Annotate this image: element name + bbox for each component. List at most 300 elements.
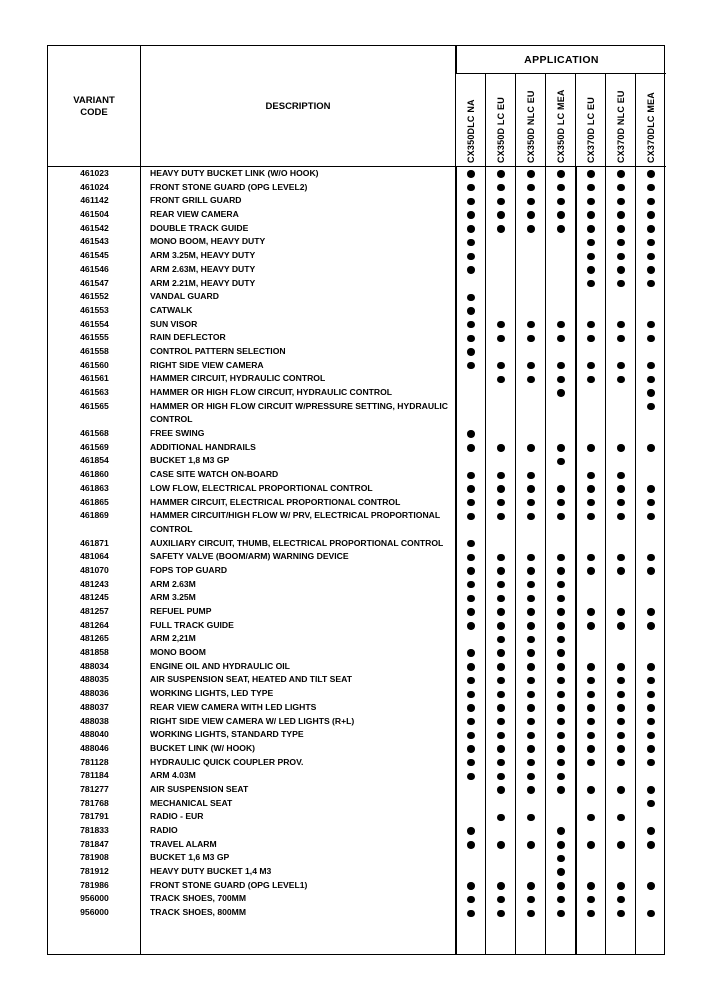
table-row	[48, 715, 666, 729]
availability-dot-icon	[467, 362, 474, 369]
availability-dot-icon	[527, 198, 534, 205]
availability-cell-7	[636, 838, 666, 852]
availability-cell-3	[516, 372, 546, 386]
availability-cell-2	[486, 304, 516, 318]
availability-cell-7	[636, 660, 666, 674]
availability-empty	[617, 307, 624, 314]
table-row	[48, 892, 666, 906]
variant-code-cell: 461504	[80, 209, 109, 220]
availability-cells	[456, 838, 666, 852]
availability-cell-2	[486, 386, 516, 400]
table-row	[48, 851, 666, 865]
availability-dot-icon	[587, 472, 594, 479]
availability-dot-icon	[587, 280, 594, 287]
availability-empty	[527, 800, 534, 807]
availability-dot-icon	[497, 732, 504, 739]
availability-empty	[557, 540, 564, 547]
availability-dot-icon	[527, 595, 534, 602]
availability-dot-icon	[617, 677, 624, 684]
variant-code-cell: 461565	[80, 400, 109, 411]
availability-dot-icon	[497, 554, 504, 561]
availability-dot-icon	[587, 513, 594, 520]
description-cell: ARM 2.63M, HEAVY DUTY	[150, 263, 256, 274]
availability-dot-icon	[497, 499, 504, 506]
availability-dot-icon	[617, 211, 624, 218]
availability-dot-icon	[497, 841, 504, 848]
variant-code-cell: 781791	[80, 811, 109, 822]
availability-dot-icon	[557, 677, 564, 684]
availability-dot-icon	[647, 280, 654, 287]
availability-cell-7	[636, 564, 666, 578]
description-cell: RADIO	[150, 825, 178, 836]
availability-empty	[467, 403, 474, 410]
availability-cell-3	[516, 345, 546, 359]
availability-cell-3	[516, 810, 546, 824]
variant-code-cell: 781184	[80, 770, 109, 781]
model-column-header-label: CX370D NLC EU	[615, 90, 626, 163]
availability-cells	[456, 646, 666, 660]
table-row	[48, 345, 666, 359]
description-cell: ADDITIONAL HANDRAILS	[150, 441, 256, 452]
availability-dot-icon	[467, 732, 474, 739]
availability-cell-7	[636, 715, 666, 729]
variant-code-cell: 461542	[80, 222, 109, 233]
availability-empty	[587, 389, 594, 396]
availability-cell-6	[606, 318, 636, 332]
availability-cell-3	[516, 646, 546, 660]
availability-dot-icon	[647, 376, 654, 383]
availability-dot-icon	[497, 211, 504, 218]
availability-cell-4	[546, 181, 576, 195]
availability-cells	[456, 687, 666, 701]
availability-dot-icon	[467, 348, 474, 355]
model-column-header-label: CX350D NLC EU	[525, 90, 536, 163]
table-row	[48, 372, 666, 386]
table-row	[48, 769, 666, 783]
variant-code-cell: 461560	[80, 359, 109, 370]
availability-cell-4	[546, 400, 576, 427]
availability-empty	[647, 855, 654, 862]
availability-empty	[587, 649, 594, 656]
availability-empty	[497, 403, 504, 410]
availability-dot-icon	[617, 485, 624, 492]
availability-cell-7	[636, 879, 666, 893]
availability-cell-3	[516, 838, 546, 852]
availability-cell-5	[576, 865, 606, 879]
availability-dot-icon	[557, 608, 564, 615]
availability-empty	[587, 403, 594, 410]
table-row	[48, 797, 666, 811]
availability-empty	[617, 540, 624, 547]
availability-cell-1	[456, 496, 486, 510]
availability-empty	[617, 458, 624, 465]
availability-cell-7	[636, 427, 666, 441]
availability-dot-icon	[467, 170, 474, 177]
availability-cell-1	[456, 468, 486, 482]
availability-dot-icon	[467, 649, 474, 656]
availability-cell-2	[486, 660, 516, 674]
availability-cell-7	[636, 578, 666, 592]
variant-code-cell: 461023	[80, 168, 109, 178]
description-cell: VANDAL GUARD	[150, 291, 219, 302]
variant-code-cell: 488038	[80, 715, 109, 726]
availability-cell-4	[546, 756, 576, 770]
availability-cell-2	[486, 824, 516, 838]
availability-cells	[456, 400, 666, 427]
availability-dot-icon	[497, 677, 504, 684]
availability-cell-4	[546, 824, 576, 838]
availability-dot-icon	[617, 198, 624, 205]
availability-cell-5	[576, 660, 606, 674]
availability-cell-2	[486, 208, 516, 222]
table-row	[48, 591, 666, 605]
availability-empty	[557, 814, 564, 821]
availability-dot-icon	[497, 198, 504, 205]
description-cell: TRACK SHOES, 800MM	[150, 907, 246, 918]
availability-cell-4	[546, 851, 576, 865]
variant-code-cell: 488037	[80, 701, 109, 712]
availability-dot-icon	[587, 814, 594, 821]
availability-cell-7	[636, 687, 666, 701]
availability-dot-icon	[497, 472, 504, 479]
availability-empty	[527, 855, 534, 862]
availability-cell-4	[546, 222, 576, 236]
availability-dot-icon	[617, 239, 624, 246]
availability-cell-6	[606, 810, 636, 824]
availability-cell-4	[546, 167, 576, 181]
availability-cell-6	[606, 865, 636, 879]
availability-cell-1	[456, 222, 486, 236]
availability-cell-3	[516, 687, 546, 701]
availability-dot-icon	[467, 581, 474, 588]
availability-cell-7	[636, 441, 666, 455]
availability-cell-2	[486, 879, 516, 893]
variant-code-cell: 781986	[80, 879, 109, 890]
availability-cell-4	[546, 482, 576, 496]
variant-code-cell: 781128	[80, 756, 109, 767]
availability-dot-icon	[647, 225, 654, 232]
variant-code-cell: 488040	[80, 729, 109, 740]
description-cell: HAMMER CIRCUIT/HIGH FLOW W/ PRV, ELECTRICAL PROPORTIONAL CONTROL	[150, 510, 441, 534]
availability-cell-5	[576, 701, 606, 715]
availability-cell-6	[606, 687, 636, 701]
availability-cell-4	[546, 263, 576, 277]
availability-dot-icon	[647, 745, 654, 752]
description-cell: MECHANICAL SEAT	[150, 797, 233, 808]
availability-empty	[527, 827, 534, 834]
availability-cell-5	[576, 318, 606, 332]
availability-cell-5	[576, 564, 606, 578]
availability-cell-3	[516, 304, 546, 318]
availability-dot-icon	[527, 677, 534, 684]
availability-empty	[647, 649, 654, 656]
availability-cell-6	[606, 550, 636, 564]
availability-cell-7	[636, 263, 666, 277]
availability-empty	[467, 458, 474, 465]
description-cell: REFUEL PUMP	[150, 606, 212, 617]
availability-cells	[456, 865, 666, 879]
availability-dot-icon	[467, 485, 474, 492]
availability-dot-icon	[497, 362, 504, 369]
availability-cell-4	[546, 235, 576, 249]
availability-dot-icon	[557, 827, 564, 834]
description-cell: BUCKET 1,8 M3 GP	[150, 455, 230, 466]
availability-dot-icon	[497, 910, 504, 917]
availability-cell-5	[576, 797, 606, 811]
variant-code-cell: 461558	[80, 345, 109, 356]
availability-dot-icon	[587, 499, 594, 506]
availability-dot-icon	[587, 759, 594, 766]
availability-dot-icon	[527, 759, 534, 766]
availability-dot-icon	[557, 389, 564, 396]
availability-empty	[647, 348, 654, 355]
availability-cell-5	[576, 756, 606, 770]
availability-dot-icon	[557, 745, 564, 752]
availability-dot-icon	[587, 704, 594, 711]
description-cell: CASE SITE WATCH ON-BOARD	[150, 469, 279, 480]
availability-cell-6	[606, 509, 636, 536]
availability-cell-7	[636, 865, 666, 879]
availability-cell-7	[636, 906, 666, 920]
table-row	[48, 906, 666, 920]
availability-dot-icon	[497, 636, 504, 643]
availability-dot-icon	[527, 896, 534, 903]
availability-cell-4	[546, 810, 576, 824]
availability-cell-6	[606, 756, 636, 770]
availability-cell-2	[486, 550, 516, 564]
availability-dot-icon	[497, 718, 504, 725]
availability-cell-3	[516, 892, 546, 906]
availability-cell-2	[486, 728, 516, 742]
availability-cells	[456, 783, 666, 797]
availability-cell-6	[606, 564, 636, 578]
availability-cells	[456, 673, 666, 687]
availability-cell-4	[546, 865, 576, 879]
availability-cell-6	[606, 605, 636, 619]
variant-code-cell: 781908	[80, 852, 109, 863]
availability-empty	[587, 581, 594, 588]
availability-dot-icon	[497, 321, 504, 328]
availability-empty	[527, 430, 534, 437]
availability-cell-6	[606, 851, 636, 865]
table-row	[48, 810, 666, 824]
availability-cell-7	[636, 810, 666, 824]
variant-code-cell: 461554	[80, 318, 109, 329]
availability-cell-3	[516, 742, 546, 756]
availability-cell-3	[516, 454, 546, 468]
availability-empty	[617, 636, 624, 643]
availability-cell-1	[456, 660, 486, 674]
availability-dot-icon	[647, 253, 654, 260]
availability-cell-4	[546, 194, 576, 208]
availability-cell-6	[606, 578, 636, 592]
availability-cell-3	[516, 865, 546, 879]
table-row	[48, 441, 666, 455]
availability-dot-icon	[527, 704, 534, 711]
availability-cell-6	[606, 290, 636, 304]
availability-cell-6	[606, 304, 636, 318]
availability-dot-icon	[467, 472, 474, 479]
availability-cells	[456, 235, 666, 249]
table-row	[48, 687, 666, 701]
availability-dot-icon	[497, 814, 504, 821]
availability-dot-icon	[497, 882, 504, 889]
availability-empty	[617, 827, 624, 834]
availability-cell-6	[606, 427, 636, 441]
availability-dot-icon	[587, 622, 594, 629]
table-row	[48, 249, 666, 263]
variant-code-cell: 461563	[80, 387, 109, 397]
availability-cell-4	[546, 906, 576, 920]
availability-cell-2	[486, 797, 516, 811]
availability-cells	[456, 454, 666, 468]
availability-dot-icon	[497, 485, 504, 492]
availability-dot-icon	[557, 649, 564, 656]
availability-empty	[467, 814, 474, 821]
availability-dot-icon	[467, 896, 474, 903]
availability-cell-5	[576, 222, 606, 236]
availability-cell-6	[606, 249, 636, 263]
variant-code-cell: 481858	[80, 647, 109, 658]
availability-dot-icon	[647, 704, 654, 711]
availability-empty	[617, 595, 624, 602]
availability-cell-3	[516, 783, 546, 797]
table-row	[48, 578, 666, 592]
availability-dot-icon	[557, 567, 564, 574]
availability-dot-icon	[647, 554, 654, 561]
availability-cell-5	[576, 235, 606, 249]
availability-dot-icon	[587, 198, 594, 205]
availability-dot-icon	[467, 718, 474, 725]
description-header-label: DESCRIPTION	[265, 101, 331, 112]
availability-cell-7	[636, 277, 666, 291]
availability-empty	[587, 773, 594, 780]
availability-empty	[527, 280, 534, 287]
availability-cell-6	[606, 482, 636, 496]
availability-empty	[467, 786, 474, 793]
variant-code-cell: 461553	[80, 304, 109, 315]
availability-cells	[456, 263, 666, 277]
availability-cell-5	[576, 578, 606, 592]
description-cell: AIR SUSPENSION SEAT	[150, 783, 249, 794]
availability-cell-4	[546, 208, 576, 222]
description-cell: DOUBLE TRACK GUIDE	[150, 222, 249, 233]
availability-cell-7	[636, 673, 666, 687]
availability-cell-1	[456, 537, 486, 551]
availability-cell-6	[606, 632, 636, 646]
availability-cell-2	[486, 441, 516, 455]
table-row	[48, 208, 666, 222]
availability-dot-icon	[587, 718, 594, 725]
availability-dot-icon	[527, 663, 534, 670]
availability-empty	[497, 540, 504, 547]
availability-cell-5	[576, 331, 606, 345]
availability-empty	[617, 581, 624, 588]
availability-cell-7	[636, 537, 666, 551]
availability-dot-icon	[647, 663, 654, 670]
availability-cell-7	[636, 769, 666, 783]
availability-empty	[467, 868, 474, 875]
availability-dot-icon	[557, 718, 564, 725]
description-cell: FREE SWING	[150, 428, 205, 439]
availability-cell-2	[486, 454, 516, 468]
availability-dot-icon	[527, 485, 534, 492]
availability-cells	[456, 851, 666, 865]
table-row	[48, 550, 666, 564]
availability-dot-icon	[617, 882, 624, 889]
table-row	[48, 838, 666, 852]
availability-cells	[456, 906, 666, 920]
availability-dot-icon	[527, 499, 534, 506]
availability-cell-1	[456, 263, 486, 277]
availability-dot-icon	[497, 595, 504, 602]
availability-dot-icon	[527, 622, 534, 629]
availability-empty	[647, 595, 654, 602]
model-column-header-label: CX350D LC MEA	[555, 89, 566, 163]
availability-empty	[617, 868, 624, 875]
availability-dot-icon	[587, 896, 594, 903]
description-cell: LOW FLOW, ELECTRICAL PROPORTIONAL CONTROL	[150, 482, 373, 493]
availability-empty	[527, 403, 534, 410]
availability-dot-icon	[617, 814, 624, 821]
availability-cell-2	[486, 509, 516, 536]
availability-empty	[557, 266, 564, 273]
description-cell: HAMMER OR HIGH FLOW CIRCUIT, HYDRAULIC CONTROL	[150, 387, 393, 397]
availability-cells	[456, 591, 666, 605]
table-row	[48, 359, 666, 373]
availability-cells	[456, 810, 666, 824]
availability-cell-5	[576, 687, 606, 701]
availability-cell-7	[636, 359, 666, 373]
availability-cell-6	[606, 769, 636, 783]
availability-empty	[527, 266, 534, 273]
availability-cell-7	[636, 892, 666, 906]
availability-cell-6	[606, 181, 636, 195]
variant-code-cell: 781833	[80, 825, 109, 836]
availability-dot-icon	[617, 567, 624, 574]
availability-cell-3	[516, 701, 546, 715]
availability-cell-1	[456, 756, 486, 770]
availability-cell-1	[456, 906, 486, 920]
description-cell: FOPS TOP GUARD	[150, 564, 228, 575]
availability-cell-2	[486, 769, 516, 783]
availability-cell-7	[636, 728, 666, 742]
availability-cell-7	[636, 345, 666, 359]
availability-cell-6	[606, 359, 636, 373]
availability-cell-2	[486, 345, 516, 359]
description-cell: AUXILIARY CIRCUIT, THUMB, ELECTRICAL PROPORTIONAL CONTROL	[150, 537, 444, 548]
availability-dot-icon	[527, 225, 534, 232]
variant-code-cell: 461871	[80, 537, 109, 548]
availability-dot-icon	[527, 691, 534, 698]
availability-cell-5	[576, 208, 606, 222]
availability-cell-4	[546, 509, 576, 536]
availability-dot-icon	[587, 485, 594, 492]
availability-cell-3	[516, 263, 546, 277]
availability-cells	[456, 331, 666, 345]
availability-cell-3	[516, 331, 546, 345]
availability-cell-7	[636, 331, 666, 345]
availability-cells	[456, 372, 666, 386]
availability-dot-icon	[647, 882, 654, 889]
availability-cell-3	[516, 564, 546, 578]
availability-cells	[456, 619, 666, 633]
availability-cell-7	[636, 619, 666, 633]
description-cell: SAFETY VALVE (BOOM/ARM) WARNING DEVICE	[150, 551, 349, 562]
table-row	[48, 660, 666, 674]
table-row	[48, 386, 666, 400]
availability-dot-icon	[557, 198, 564, 205]
